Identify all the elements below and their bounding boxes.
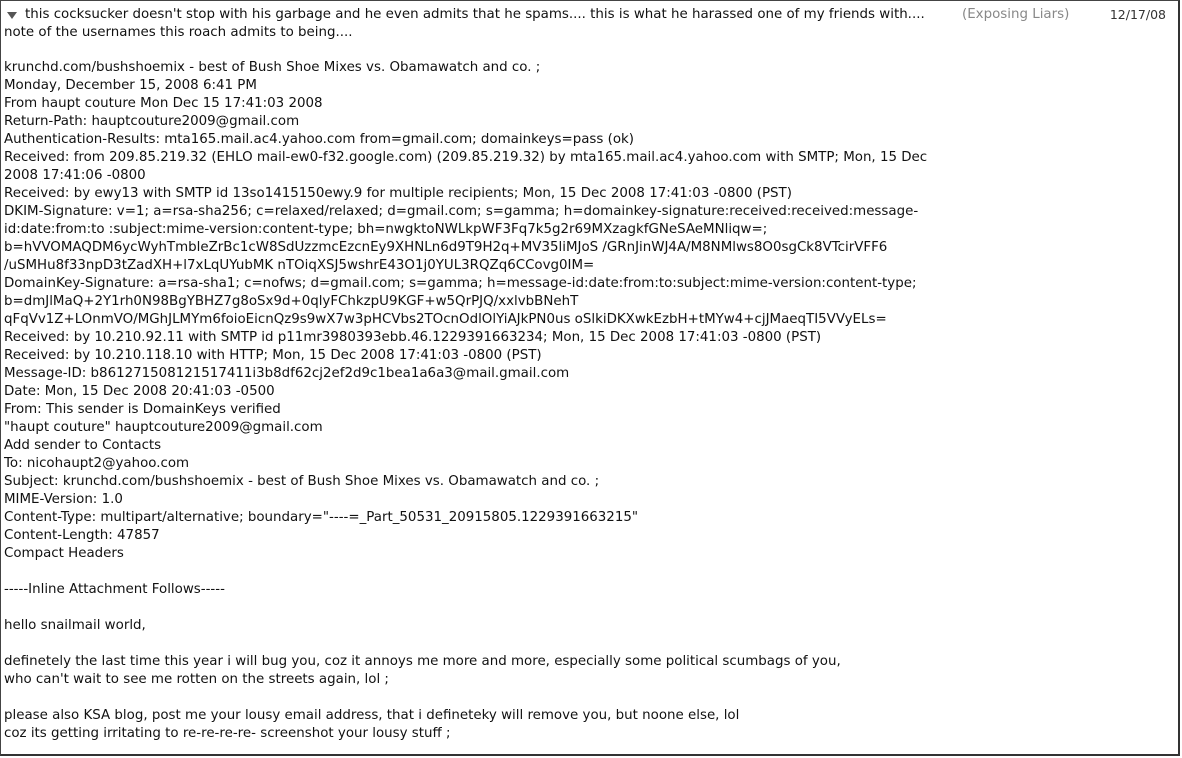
body-line: Content-Type: multipart/alternative; boundary="----=_Part_50531_20915805.1229391663215" (4, 510, 639, 525)
body-line (4, 635, 1174, 653)
body-line: Received: by 10.210.118.10 with HTTP; Mon, 15 Dec 2008 17:41:03 -0800 (PST) (4, 348, 542, 363)
body-line: Received: by 10.210.92.11 with SMTP id p11mr3980393ebb.46.1229391663234; Mon, 15 Dec 2008 17:41:03 -0800 (PST) (4, 330, 822, 345)
post-title-line-1: this cocksucker doesn't stop with his garbage and he even admits that he spams.... this is what he harassed one of my friends with.... (25, 7, 925, 22)
body-line: Received: by ewy13 with SMTP id 13so1415150ewy.9 for multiple recipients; Mon, 15 Dec 2008 17:41:03 -0800 (PST) (4, 186, 792, 201)
body-line: Date: Mon, 15 Dec 2008 20:41:03 -0500 (4, 384, 275, 399)
body-line: b=dmJlMaQ+2Y1rh0N98BgYBHZ7g8oSx9d+0qlyFChkzpU9KGF+w5QrPJQ/xxlvbBNehT (4, 294, 579, 309)
body-line: Authentication-Results: mta165.mail.ac4.yahoo.com from=gmail.com; domainkeys=pass (ok) (4, 132, 635, 147)
body-line: krunchd.com/bushshoemix - best of Bush Shoe Mixes vs. Obamawatch and co. ; (4, 60, 541, 75)
body-line: Received: from 209.85.219.32 (EHLO mail-ew0-f32.google.com) (209.85.219.32) by mta165.mail.ac4.yahoo.com with SMTP; Mon, 15 Dec (4, 150, 928, 165)
post-title (4, 6, 955, 42)
body-line: Monday, December 15, 2008 6:41 PM (4, 78, 257, 93)
post-body (4, 59, 1174, 743)
body-line: DKIM-Signature: v=1; a=rsa-sha256; c=relaxed/relaxed; d=gmail.com; s=gamma; h=domainkey-signature:received:received:message- (4, 204, 919, 219)
collapse-triangle-icon[interactable] (7, 12, 17, 19)
body-line: DomainKey-Signature: a=rsa-sha1; c=nofws; d=gmail.com; s=gamma; h=message-id:date:from:to:subject:mime-version:content-type; (4, 276, 917, 291)
body-line: Message-ID: b861271508121517411i3b8df62cj2ef2d9c1bea1a6a3@mail.gmail.com (4, 366, 570, 381)
body-line: Add sender to Contacts (4, 438, 162, 453)
body-line: Subject: krunchd.com/bushshoemix - best of Bush Shoe Mixes vs. Obamawatch and co. ; (4, 474, 600, 489)
post-title-line-2: note of the usernames this roach admits to being.... (4, 25, 353, 40)
body-line: From haupt couture Mon Dec 15 17:41:03 2008 (4, 96, 323, 111)
body-line: -----Inline Attachment Follows----- (4, 582, 225, 597)
body-line: id:date:from:to :subject:mime-version:content-type; bh=nwgktoNWLkpWF3Fq7k5g2r69MXzagkfGNeSAeMNliqw=; (4, 222, 768, 237)
body-line: 2008 17:41:06 -0800 (4, 168, 146, 183)
body-line: coz its getting irritating to re-re-re-re- screenshot your lousy stuff ; (4, 726, 451, 741)
post-category-link[interactable]: (Exposing Liars) (962, 7, 1070, 22)
body-line: /uSMHu8f33npD3tZadXH+l7xLqUYubMK nTOiqXSJ5wshrE43O1j0YUL3RQZq6CCovg0IM= (4, 258, 595, 273)
body-line: Content-Length: 47857 (4, 528, 160, 543)
body-line (4, 563, 1174, 581)
body-line (4, 689, 1174, 707)
body-line: Compact Headers (4, 546, 124, 561)
body-line: To: nicohaupt2@yahoo.com (4, 456, 190, 471)
body-line: definetely the last time this year i will bug you, coz it annoys me more and more, especially some political scumbags of you, (4, 654, 841, 669)
body-line: hello snailmail world, (4, 618, 146, 633)
body-line: Return-Path: hauptcouture2009@gmail.com (4, 114, 300, 129)
post-date: 12/17/08 (1109, 7, 1166, 22)
body-line: please also KSA blog, post me your lousy email address, that i defineteky will remove you, but noone else, lol (4, 708, 740, 723)
post-header (1, 1, 1178, 40)
body-line: b=hVVOMAQDM6ycWyhTmbleZrBc1cW8SdUzzmcEzcnEy9XHNLn6d9T9H2q+MV35liMJoS /GRnJinWJ4A/M8NMlws8O0sgCk8VTcirVFF6 (4, 240, 888, 255)
body-line: From: This sender is DomainKeys verified (4, 402, 281, 417)
body-line: "haupt couture" hauptcouture2009@gmail.com (4, 420, 323, 435)
body-line: qFqVv1Z+LOnmVO/MGhJLMYm6foioEicnQz9s9wX7w3pHCVbs2TOcnOdlOlYiAJkPN0us oSlkiDKXwkEzbH+tMYw4+cjJMaeqTI5VVyELs= (4, 312, 887, 327)
body-line: who can't wait to see me rotten on the streets again, lol ; (4, 672, 389, 687)
body-line (4, 599, 1174, 617)
body-line: MIME-Version: 1.0 (4, 492, 123, 507)
